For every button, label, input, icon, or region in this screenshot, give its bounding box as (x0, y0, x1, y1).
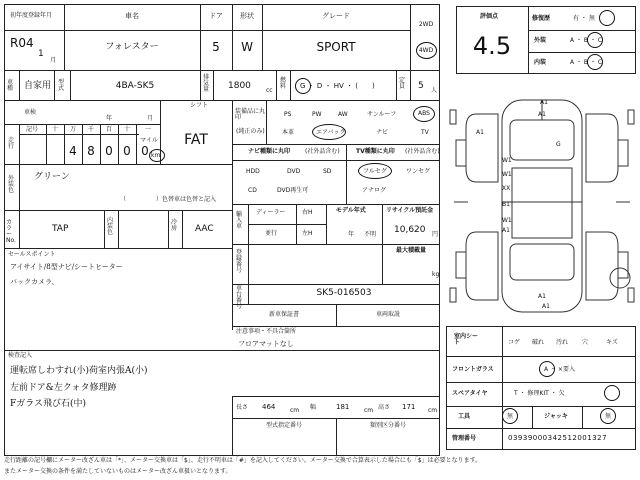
import-label: 輸入車 (236, 211, 243, 230)
mark-glass-g: G (556, 141, 561, 148)
equip-leather: 本革 (282, 129, 295, 136)
mark-left-w1: W1 (502, 157, 512, 164)
inspector-label: 検査記入 (8, 352, 33, 359)
seat-dirt: 汚れ (556, 339, 569, 346)
usage-label: 車種 (7, 79, 14, 92)
spare-label: スペアタイヤ (452, 390, 488, 397)
equip-abs: ABS (418, 110, 430, 117)
equip-sunroof: サンルーフ (367, 111, 397, 118)
repair-label: 修復歴 (532, 15, 551, 22)
fuel-label: 燃料 (280, 77, 287, 90)
seat-scratch: キズ (606, 339, 618, 346)
int-value: A ・ B ・ C (570, 59, 603, 66)
nav-title: ナビ種類に丸印 (248, 148, 291, 155)
equip-aw: AW (338, 111, 348, 118)
length-unit: cm (290, 407, 300, 414)
equip-airbag: エアバック (316, 129, 346, 136)
tv-analog: アナログ (362, 187, 387, 194)
ext-label: 外装 (534, 37, 547, 44)
mark-xx: XX (502, 185, 511, 192)
inspector-line-2: 左前ドア&左クォタ修理跡 (10, 383, 117, 393)
month-unit: 月 (50, 57, 57, 64)
shape-label: 形状 (240, 12, 254, 20)
front-glass-label: フロントガラス (452, 366, 494, 373)
ext-b-circle (587, 32, 603, 48)
insp-month-unit: 月 (147, 115, 154, 122)
footer-line-1: 走行距離の記号欄にメーター改ざん車は「*」、メーター交換車は「$」、走行不明車は「#」を記入してください。メーター交換で合算表示した場合にも「$」は必要となります。 (4, 457, 482, 464)
equipment-subtitle: (純正のみ) (236, 128, 265, 135)
footer-line-2: またメーター交換の条件を満たしていないものはメーター改ざん車扱いとなります。 (4, 468, 232, 475)
mark-hood-a1: A1 (538, 111, 546, 118)
int-b-circle (587, 54, 603, 70)
fuel-options: G ・ D ・ HV ・ ( ) (300, 82, 375, 90)
name-label: 車名 (125, 12, 139, 20)
tools-value: 無 (507, 413, 514, 420)
chassis-value: SK5-016503 (316, 288, 372, 298)
int-label: 内装 (534, 59, 547, 66)
digit-header-0: 記号 (25, 126, 39, 133)
max-load-label: 最大積載量 (396, 247, 427, 254)
score: 4.5 (472, 32, 512, 60)
mark-bottom-a1: A1 (542, 303, 550, 310)
inspection-label: 車検 (24, 109, 37, 116)
cc-unit: cc (266, 87, 273, 94)
interior-label: 内装色 (107, 217, 114, 236)
exterior-label: 外装色 (8, 175, 15, 194)
displacement: 1800 (228, 81, 251, 91)
drive-4wd: 4WD (418, 47, 434, 54)
capacity-unit: 人 (431, 87, 438, 94)
type-no-label: 型式指定番号 (265, 422, 303, 429)
capacity: 5 (418, 81, 424, 91)
model-label: 型式 (58, 79, 65, 92)
model-year-label: モデル年式 (336, 207, 366, 214)
car-damage-diagram (446, 92, 638, 320)
seat-tear: 破れ (532, 339, 545, 346)
nav-dvd: DVD (287, 168, 301, 175)
sales-point-line-2: バックカメラ、 (10, 278, 59, 286)
first-reg-year: R04 (10, 36, 34, 50)
front-glass-value: A ・ ×要入 (544, 366, 575, 373)
model: 4BA-SK5 (115, 81, 155, 91)
recycle-value: 10,620 (394, 225, 426, 235)
mark-front-a1: A1 (540, 99, 548, 106)
capacity-label: 定員 (399, 77, 406, 90)
mark-rear-a1: A1 (538, 293, 546, 300)
digit-header-4: 百 (105, 126, 113, 133)
spare-missing-circle (604, 385, 620, 401)
ac: AAC (195, 224, 214, 234)
sales-point-label: セールスポイント (8, 251, 56, 258)
spare-value: T ・ 修理KIT ・ 欠 (514, 390, 565, 397)
length-value: 464 (262, 403, 276, 411)
repair-none-circle (599, 10, 615, 26)
mile-label: マイル (140, 137, 158, 144)
exterior-color: グリーン (34, 172, 70, 182)
first-reg-label: 初年度登録年月 (10, 12, 53, 19)
admin-value: 03939000342512001327 (508, 434, 608, 442)
km-label: km (151, 152, 161, 159)
car-name: フォレスター (105, 42, 159, 52)
nav-cd: CD (248, 187, 257, 194)
drive-2wd: 2WD (418, 21, 434, 28)
doors: 5 (212, 40, 220, 54)
mark-left-qtr-w1: W1 (502, 217, 512, 224)
seat-burn: コゲ (508, 339, 521, 346)
equip-ps: PS (284, 111, 292, 118)
digit-header-5: 十 (123, 126, 131, 133)
nav-hdd: HDD (246, 168, 260, 175)
shift-label: シフト (190, 102, 209, 109)
nav-sd: SD (323, 168, 332, 175)
exterior-note: （ ）色替車は色替と記入 (120, 196, 217, 203)
height-unit: cm (428, 407, 438, 414)
chassis-label: 車台番号 (236, 285, 243, 310)
import-right: 右H (302, 209, 313, 216)
recycle-label: リサイクル預託金 (386, 207, 434, 214)
mileage-digit-4: 0 (123, 144, 131, 158)
door-label: ドア (209, 12, 223, 20)
model-year-unit: 年 (348, 231, 355, 238)
mark-left-door-w1: W1 (502, 171, 512, 178)
digit-header-3: 千 (87, 126, 95, 133)
shape: W (241, 40, 253, 54)
score-label: 評価点 (480, 13, 499, 20)
height-label: 高さ (378, 404, 391, 411)
height-value: 171 (402, 403, 416, 411)
tools-label: 工具 (458, 413, 471, 420)
equipment-title: 装備品に丸印 (235, 108, 266, 121)
notes-text: フロアマットなし (238, 340, 294, 348)
nav-subtitle: (社外品含む) (305, 148, 340, 155)
tv-oneseg: ワンセグ (406, 168, 431, 175)
import-left: 左H (302, 230, 313, 237)
recycle-yen: 円 (432, 231, 439, 238)
notes-label: 注意事項・不具合箇所 (236, 328, 297, 335)
tv-fullseg: フルセグ (363, 168, 387, 175)
equip-navi: ナビ (376, 129, 389, 136)
width-value: 181 (336, 403, 350, 411)
import-dealer: ディーラー (256, 209, 286, 216)
equip-pw: PW (312, 111, 322, 118)
import-parallel: 並行 (265, 230, 278, 237)
width-unit: cm (364, 407, 374, 414)
reg-no-label: 登録番号 (236, 249, 243, 274)
equip-tv: TV (421, 129, 429, 136)
inspector-line-1: 運転席しわすれ(小)荷室内張A(小) (10, 366, 148, 376)
repair-value: 有 ・ 無 (573, 15, 595, 22)
nav-dvd-play: DVD再生可 (277, 187, 309, 194)
usage: 自家用 (24, 81, 52, 91)
seat-label: 室内シート (454, 333, 479, 346)
length-label: 長さ (236, 404, 249, 411)
displacement-label: 排気量 (203, 74, 210, 93)
manual-label: 車両取説 (375, 311, 401, 318)
digit-header-1: 十 (51, 126, 59, 133)
sales-point-line-1: アイサイト/8型ナビ/シートヒーター (10, 263, 123, 271)
seat-hole: 穴 (582, 339, 589, 346)
grade-label: グレード (322, 12, 350, 20)
max-load-unit: kg (432, 271, 440, 278)
model-year-unknown: 不明 (364, 231, 377, 238)
color-no: TAP (52, 224, 69, 234)
mileage-digit-5: 0 (141, 144, 149, 158)
run-label: 走行 (8, 137, 15, 150)
warranty-label: 新車保証書 (268, 311, 300, 318)
digit-header-6: 一 (144, 126, 152, 133)
mileage-digit-2: 8 (87, 144, 95, 158)
ac-label: 冷房 (171, 219, 178, 232)
width-label: 幅 (310, 404, 317, 411)
jack-value: 無 (605, 413, 612, 420)
mark-left-rear-a1: A1 (502, 227, 510, 234)
mark-b1: B1 (502, 201, 510, 208)
jack-label: ジャッキ (544, 413, 568, 420)
admin-label: 管理番号 (452, 435, 477, 442)
inspector-line-3: Fガラス飛び石(中) (10, 399, 86, 409)
insp-year-unit: 年 (106, 115, 113, 122)
grade: SPORT (316, 40, 356, 54)
color-no-label: カラーNo. (6, 219, 16, 244)
digit-header-2: 万 (69, 126, 77, 133)
ext-value: A ・ B ・ C (570, 37, 603, 44)
mark-left-front-a1: A1 (476, 129, 484, 136)
class-no-label: 類別区分番号 (369, 422, 407, 429)
first-reg-month: 1 (38, 49, 44, 59)
shift: FAT (184, 132, 208, 148)
tv-title: TV種類に丸印 (356, 148, 395, 155)
mileage-digit-3: 0 (105, 144, 113, 158)
tv-subtitle: (社外品含む) (405, 148, 440, 155)
mileage-digit-1: 4 (69, 144, 77, 158)
